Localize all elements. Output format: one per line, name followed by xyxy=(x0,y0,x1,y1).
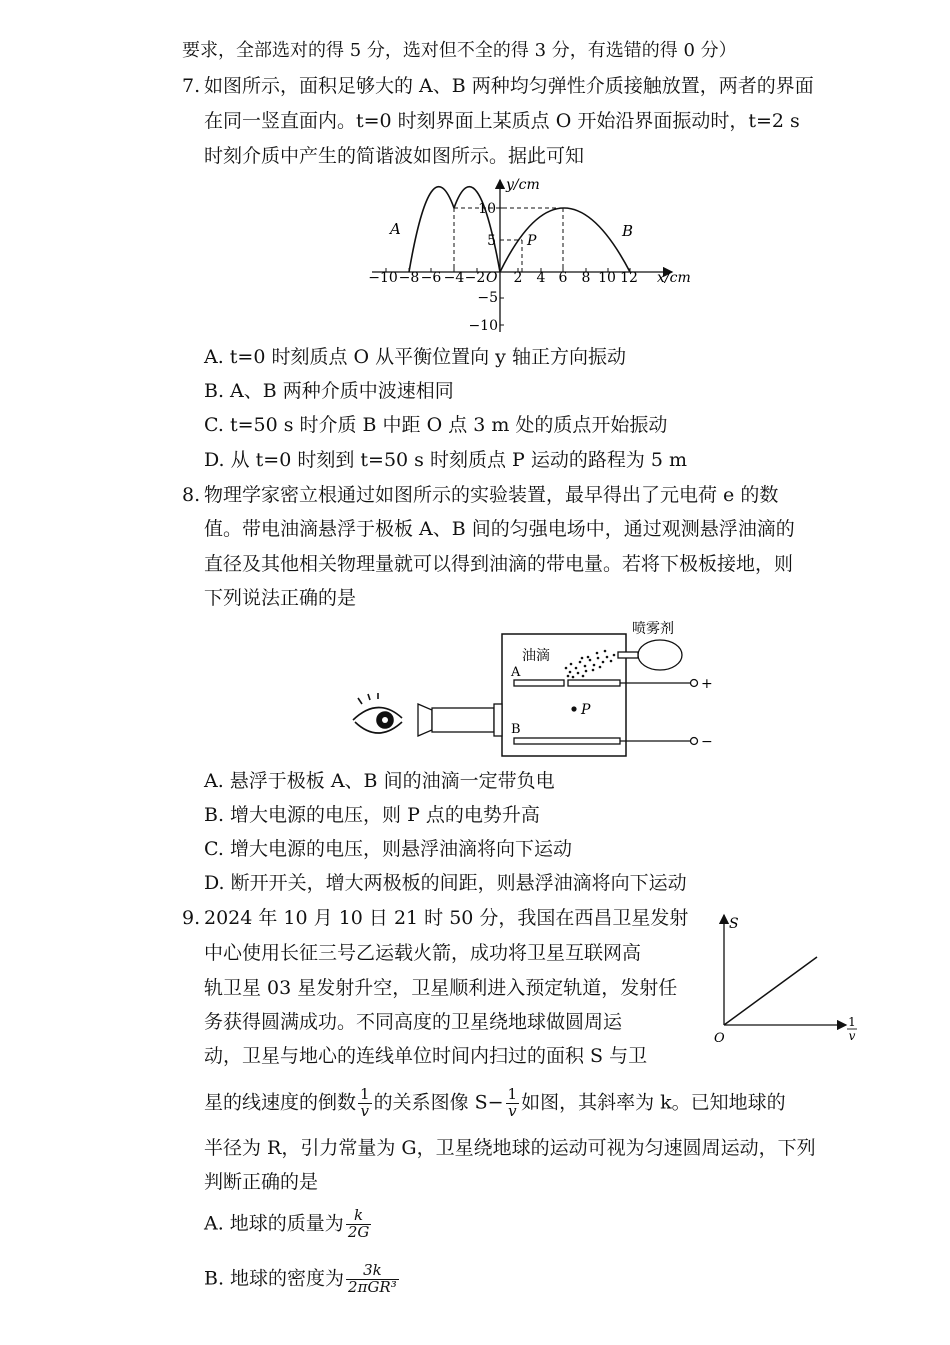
q8-line-3: 直径及其他相关物理量就可以得到油滴的带电量。若将下极板接地，则 xyxy=(204,553,794,575)
wave-b xyxy=(500,208,630,272)
q8-option-b: B. 增大电源的电压，则 P 点的电势升高 xyxy=(204,804,540,826)
q9-line-2: 中心使用长征三号乙运载火箭，成功将卫星互联网高 xyxy=(204,942,642,964)
density-fraction xyxy=(346,1263,399,1296)
origin-label: O xyxy=(486,270,498,286)
x-tick-label: 4 xyxy=(536,270,546,286)
x-tick-label: −8 xyxy=(398,270,420,286)
s-line xyxy=(724,957,817,1025)
q8-line-1: 物理学家密立根通过如图所示的实验装置，最早得出了元电荷 e 的数 xyxy=(204,484,779,506)
mass-fraction xyxy=(346,1208,372,1241)
point-p-label: P xyxy=(581,702,591,718)
q9-option-b xyxy=(204,1263,401,1296)
x-tick-label: −10 xyxy=(368,270,398,286)
x-tick-label: 10 xyxy=(598,270,616,286)
eye-icon xyxy=(353,693,402,733)
intro-line: 要求，全部选对的得 5 分，选对但不全的得 3 分，有选错的得 0 分） xyxy=(182,40,737,61)
x-tick-label: 2 xyxy=(513,270,523,286)
x-tick-label: 12 xyxy=(620,270,638,286)
q9-option-a-text: A. 地球的质量为 xyxy=(204,1212,344,1235)
y-tick-label: −5 xyxy=(477,290,498,306)
fraction-denominator: v xyxy=(508,1101,517,1120)
y-tick-label: 10 xyxy=(478,201,496,217)
origin-label: O xyxy=(714,1031,725,1045)
x-axis-numerator: 1 xyxy=(848,1015,856,1029)
x-tick-label: −2 xyxy=(464,270,486,286)
minus-terminal-label: − xyxy=(701,734,713,750)
q9-line-6-c: 如图，其斜率为 k。已知地球的 xyxy=(521,1091,786,1114)
q8-number: 8. xyxy=(182,484,201,506)
fraction-denominator: v xyxy=(360,1101,370,1120)
q9-line-6-a: 星的线速度的倒数 xyxy=(204,1091,357,1114)
sprayer-icon xyxy=(618,640,682,670)
plus-terminal-label: + xyxy=(701,676,713,692)
q8-line-4: 下列说法正确的是 xyxy=(204,587,357,609)
q9-option-a xyxy=(204,1208,373,1241)
q9-line-5: 动，卫星与地心的连线单位时间内扫过的面积 S 与卫 xyxy=(204,1045,648,1067)
q7-option-b: B. A、B 两种介质中波速相同 xyxy=(204,380,454,402)
region-a-label: A xyxy=(390,220,401,238)
inverse-v-fraction xyxy=(358,1087,372,1120)
inverse-v-fraction xyxy=(506,1087,520,1120)
x-axis-label: x/cm xyxy=(657,270,691,286)
x-tick-label: 6 xyxy=(558,270,568,286)
q9-line-8: 判断正确的是 xyxy=(204,1171,319,1193)
q9-line-7: 半径为 R，引力常量为 G，卫星绕地球的运动可视为匀速圆周运动，下列 xyxy=(204,1137,816,1159)
fraction-numerator: 1 xyxy=(507,1085,518,1103)
oil-label: 油滴 xyxy=(522,648,550,664)
q7-number: 7. xyxy=(182,75,201,97)
fraction-numerator: k xyxy=(346,1208,372,1225)
fraction-denominator: 2πGR³ xyxy=(348,1277,397,1296)
q7-line-2: 在同一竖直面内。t=0 时刻界面上某质点 O 开始沿界面振动时，t=2 s xyxy=(204,110,800,132)
q7-option-d: D. 从 t=0 时刻到 t=50 s 时刻质点 P 运动的路程为 5 m xyxy=(204,449,688,471)
region-b-label: B xyxy=(622,222,634,240)
plate-b-label: B xyxy=(511,722,521,737)
sprayer-label: 喷雾剂 xyxy=(632,621,674,637)
q9-s-graph xyxy=(710,905,870,1045)
fraction-denominator: 2G xyxy=(347,1222,370,1241)
q9-option-b-text: B. 地球的密度为 xyxy=(204,1267,345,1290)
x-tick-label: −4 xyxy=(443,270,465,286)
q7-wave-graph xyxy=(360,172,700,337)
microscope-tube xyxy=(418,704,502,736)
y-tick-label: 5 xyxy=(487,233,496,249)
q7-line-3: 时刻介质中产生的简谐波如图所示。据此可知 xyxy=(204,145,585,167)
fraction-numerator: 1 xyxy=(360,1085,370,1103)
q8-option-a: A. 悬浮于极板 A、B 间的油滴一定带负电 xyxy=(204,770,555,792)
q9-line-1: 2024 年 10 月 10 日 21 时 50 分，我国在西昌卫星发射 xyxy=(204,907,689,929)
point-p-label: P xyxy=(527,233,537,249)
q9-line-4: 务获得圆满成功。不同高度的卫星绕地球做圆周运 xyxy=(204,1011,623,1033)
q8-line-2: 值。带电油滴悬浮于极板 A、B 间的匀强电场中，通过观测悬浮油滴的 xyxy=(204,518,795,540)
x-tick-label: 8 xyxy=(581,270,591,286)
q9-number: 9. xyxy=(182,907,201,929)
x-tick-label: −6 xyxy=(420,270,442,286)
q8-option-c: C. 增大电源的电压，则悬浮油滴将向下运动 xyxy=(204,838,572,860)
fraction-numerator: 3k xyxy=(346,1263,399,1280)
q9-line-6-b: 的关系图像 S− xyxy=(373,1091,504,1114)
q7-line-1: 如图所示，面积足够大的 A、B 两种均匀弹性介质接触放置，两者的界面 xyxy=(204,75,814,97)
plate-a-label: A xyxy=(511,665,521,680)
millikan-apparatus xyxy=(345,615,725,765)
q7-option-a: A. t=0 时刻质点 O 从平衡位置向 y 轴正方向振动 xyxy=(204,346,626,368)
s-axis-label: S xyxy=(729,916,739,932)
x-axis-denominator: v xyxy=(848,1029,856,1043)
q9-line-3: 轨卫星 03 星发射升空，卫星顺利进入预定轨道，发射任 xyxy=(204,977,678,999)
q7-option-c: C. t=50 s 时介质 B 中距 O 点 3 m 处的质点开始振动 xyxy=(204,414,668,436)
y-axis-label: y/cm xyxy=(506,177,540,193)
q8-option-d: D. 断开开关，增大两极板的间距，则悬浮油滴将向下运动 xyxy=(204,872,687,894)
y-tick-label: −10 xyxy=(468,318,498,334)
q9-line-6 xyxy=(204,1087,786,1120)
